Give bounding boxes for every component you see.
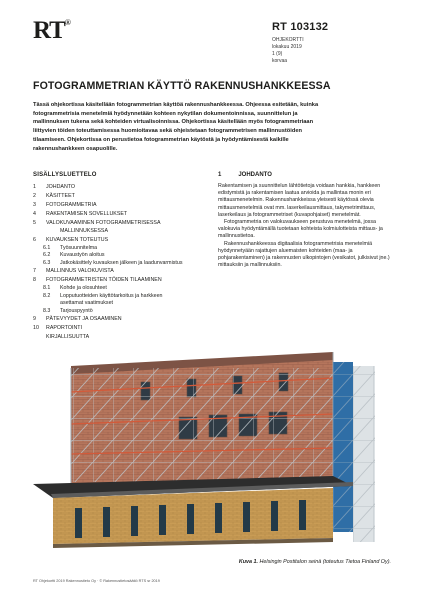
- toc-item-label: MALLINNUKSESSA: [60, 228, 108, 234]
- toc-item-label: Jatkokäsittely kuvauksen jälkeen ja laadunvarmistus: [60, 259, 183, 266]
- toc-item: [33, 236, 213, 245]
- toc-item: [33, 219, 213, 228]
- toc-item: [33, 201, 213, 210]
- meta-replaces: korvaa: [272, 58, 288, 64]
- figure-caption: [239, 559, 391, 565]
- toc-item: [33, 333, 213, 342]
- section-body: [218, 183, 390, 269]
- toc-item-number: 8: [33, 277, 36, 283]
- caption-text: Helsingin Postitalon seinä (toteutus Tietoa Finland Oy).: [259, 559, 391, 565]
- meta-pages: 1 (9): [272, 51, 283, 57]
- toc-item-number: 7: [33, 268, 36, 274]
- toc-item: [33, 308, 213, 316]
- toc-item-label: MALLINNUS VALOKUVISTA: [46, 268, 114, 274]
- toc-item-label: KIRJALLISUUTTA: [46, 334, 90, 340]
- building-facade-photo: [33, 352, 391, 554]
- toc-item-number: 2: [33, 193, 36, 199]
- table-of-contents: [33, 183, 213, 342]
- toc-item-label: FOTOGRAMMETRIA: [46, 202, 97, 208]
- toc-item: [33, 192, 213, 201]
- toc-item-label: Kohde ja olosuhteet: [60, 285, 107, 291]
- toc-heading: SISÄLLYSLUETTELO: [33, 172, 97, 178]
- document-meta: [272, 37, 304, 65]
- toc-item: [33, 183, 213, 192]
- toc-item-number: 10: [33, 325, 39, 331]
- toc-item-label: Tarjouspyyntö: [60, 307, 93, 314]
- toc-item-label: FOTOGRAMMETRISTEN TÖIDEN TILAAMINEN: [46, 277, 162, 283]
- meta-type: OHJEKORTTI: [272, 37, 304, 43]
- toc-item-label: Työsuunnitelma: [60, 244, 98, 251]
- toc-item: [33, 260, 213, 268]
- body-paragraph: Rakennushankkeessa digitaalisia fotogrammetrisia menetelmiä hyödynnetyään rajattujen aluemaisten kohteiden (maa- ja pohjarakentaminen) ja rakennusten ulkopintojen (vesikatot, julkisivut jne.) mittauksiin ja mallinnuksiin.: [218, 240, 390, 269]
- toc-item-number: 6.3: [43, 259, 51, 266]
- toc-item-number: 8.2: [43, 292, 51, 299]
- section-title: JOHDANTO: [238, 172, 272, 178]
- toc-item-label: RAPORTOINTI: [46, 325, 83, 331]
- toc-item: [33, 252, 213, 260]
- toc-item-number: 5: [33, 220, 36, 226]
- meta-date: lokakuu 2019: [272, 44, 302, 50]
- toc-item-label: KUVAUKSEN TOTEUTUS: [46, 236, 109, 243]
- toc-item: [33, 276, 213, 285]
- section-number: 1: [218, 172, 222, 178]
- toc-item-label: PÄTEVYYDET JA OSAAMINEN: [46, 316, 122, 322]
- page-title: FOTOGRAMMETRIAN KÄYTTÖ RAKENNUSHANKKEESSA: [33, 80, 331, 92]
- caption-label: Kuva 1.: [238, 559, 258, 565]
- body-paragraph: Fotogrammetria on valokuvaukseen perustuva menetelmä, jossa valokuvia hyödyntämällä tuotetaan kohteista kolmiulotteista mittaus- ja mallinnustietoa.: [218, 219, 383, 240]
- toc-item-label: asettamat vaatimukset: [60, 300, 113, 306]
- toc-item-label: Kuvaustyön aloitus: [60, 252, 105, 258]
- toc-item-label: Lopputuotteiden käyttötarkoitus ja harkkeen: [60, 292, 163, 299]
- toc-item: [33, 315, 213, 324]
- section-heading: [218, 172, 272, 178]
- toc-item-number: [33, 228, 60, 236]
- toc-item: [33, 245, 213, 253]
- toc-item-number: 8.3: [43, 307, 51, 314]
- document-code: RT 103132: [272, 21, 329, 33]
- toc-item: [33, 267, 213, 276]
- toc-item-number: 6: [33, 236, 36, 243]
- lead-paragraph: Tässä ohjekortissa käsitellään fotogrammetrian käyttöä rakennushankkeessa. Ohjeessa esitetään, kuinka fotogrammetrisia menetelmiä hyödynnetään kohteen nykytilan dokumentoinnissa, suunnittelun ja mallinnuksen tukena sekä kohteiden virtualisoinnissa. Ohjekortissa käsitellään myös fotogrammetriaan liittyvien töiden toteuttamisessa huomioitavaa sekä ohjeistetaan fotogrammetrisen mallinnustöiden tilaamiseen. Ohjekortissa on perustietoa fotogrammetrian käytöstä ja hyödyntämisestä kaikille rakennushankkeen osapuolille.: [33, 102, 319, 152]
- toc-item-number: [33, 300, 60, 308]
- toc-item-number: 6.1: [43, 244, 51, 251]
- toc-item: [33, 324, 213, 333]
- toc-item-label: KÄSITTEET: [46, 193, 75, 199]
- toc-item: [33, 293, 213, 301]
- toc-item-label: RAKENTAMISEN SOVELLUKSET: [46, 211, 128, 217]
- toc-item: [33, 228, 213, 236]
- toc-item-number: 3: [33, 202, 36, 208]
- body-paragraph: Rakentamisen ja suunnittelun lähtötietoja voidaan hankkia, hankkeen edistymistä ja rakentamisen laatua arvioida ja mallintaa monin eri mittausmenetelmin. Rakennushankkeissa yleisesti käytössä olevia mittausmenetelmiä ovat mm. laserkeilausmittaus, takymetrimittaus, laserkeilaus ja fotogrammetriset (kuvapohjaiset) menetelmät.: [218, 183, 381, 218]
- toc-item-label: VALOKUVAAMINEN FOTOGRAMMETRISESSA: [46, 220, 161, 226]
- toc-item: [33, 285, 213, 293]
- toc-item-number: 6.2: [43, 252, 51, 258]
- toc-item-number: 1: [33, 184, 36, 190]
- toc-item-number: 9: [33, 316, 36, 322]
- page-footer: RT Ohjekortti 2019 Rakennustieto Oy · © Rakennustietosäätiö RTS sr 2019: [33, 579, 160, 583]
- toc-item: [33, 300, 213, 308]
- rt-logo: RT®: [33, 17, 71, 44]
- toc-item: [33, 210, 213, 219]
- toc-item-number: 4: [33, 211, 36, 217]
- toc-item-number: 8.1: [43, 285, 51, 291]
- toc-item-number: [33, 333, 46, 342]
- toc-item-label: JOHDANTO: [46, 184, 76, 190]
